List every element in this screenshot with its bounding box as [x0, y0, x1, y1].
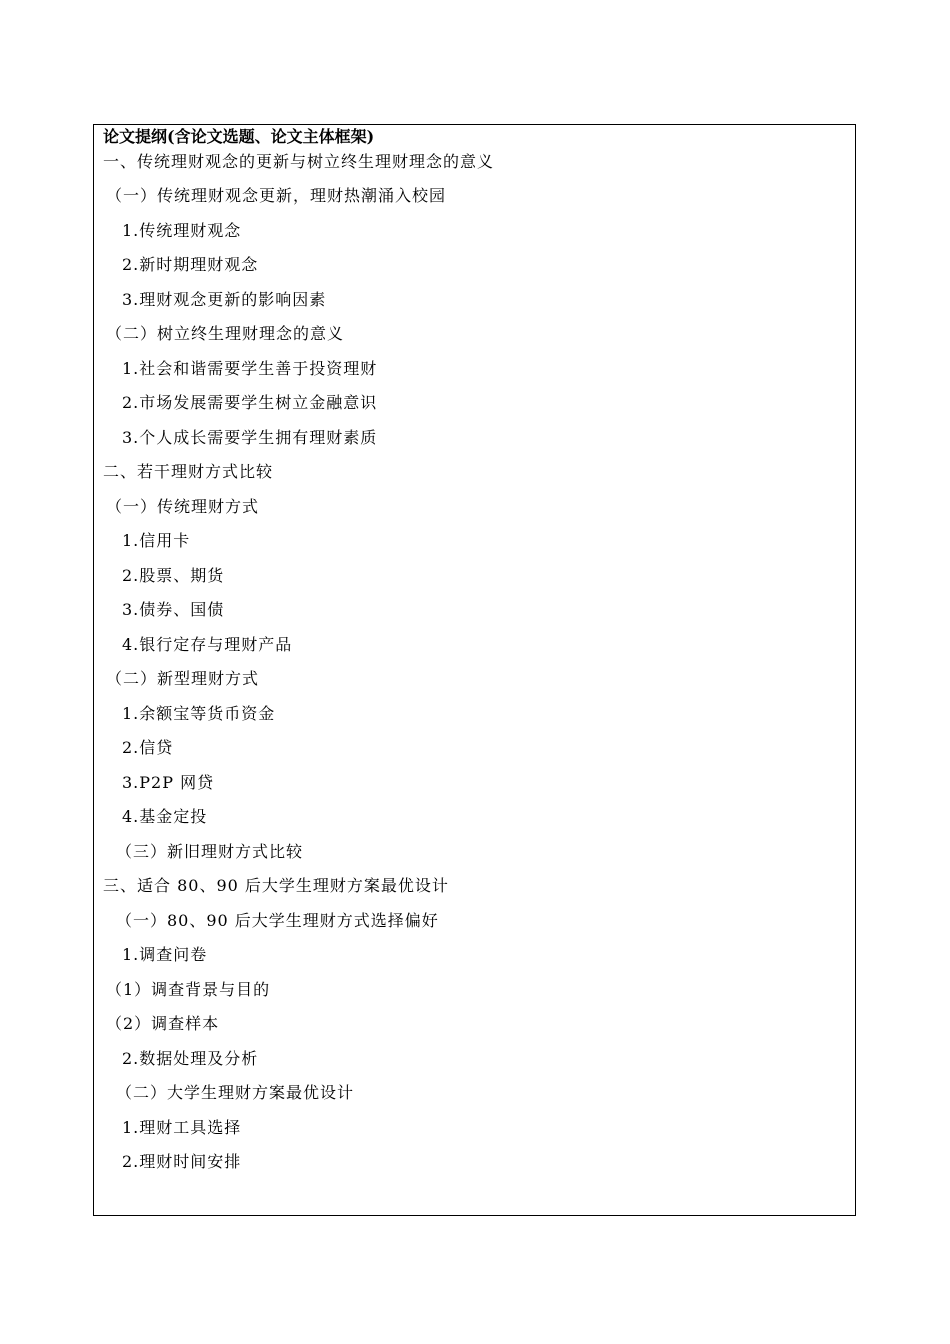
outline-line-4: 2.新时期理财观念 — [122, 255, 259, 274]
outline-line-15: 4.银行定存与理财产品 — [122, 635, 293, 654]
outline-line-24: 1.调查问卷 — [122, 945, 208, 964]
outline-line-26: （2）调查样本 — [106, 1014, 220, 1033]
outline-line-14: 3.债券、国债 — [122, 600, 225, 619]
outline-line-5: 3.理财观念更新的影响因素 — [122, 290, 327, 309]
outline-heading: 论文提纲(含论文选题、论文主体框架) — [103, 127, 375, 146]
outline-line-22: 三、适合 80、90 后大学生理财方案最优设计 — [103, 876, 449, 895]
outline-line-1: 一、传统理财观念的更新与树立终生理财理念的意义 — [103, 152, 495, 171]
outline-line-18: 2.信贷 — [122, 738, 174, 757]
outline-line-12: 1.信用卡 — [122, 531, 191, 550]
outline-line-20: 4.基金定投 — [122, 807, 208, 826]
outline-line-25: （1）调查背景与目的 — [106, 980, 271, 999]
outline-line-19: 3.P2P 网贷 — [122, 773, 215, 792]
outline-line-3: 1.传统理财观念 — [122, 221, 242, 240]
outline-line-9: 3.个人成长需要学生拥有理财素质 — [122, 428, 378, 447]
outline-line-23: （一）80、90 后大学生理财方式选择偏好 — [116, 911, 439, 930]
outline-line-17: 1.余额宝等货币资金 — [122, 704, 276, 723]
outline-line-7: 1.社会和谐需要学生善于投资理财 — [122, 359, 378, 378]
outline-line-2: （一）传统理财观念更新，理财热潮涌入校园 — [106, 186, 447, 205]
outline-line-28: （二）大学生理财方案最优设计 — [116, 1083, 355, 1102]
outline-line-6: （二）树立终生理财理念的意义 — [106, 324, 345, 343]
outline-line-13: 2.股票、期货 — [122, 566, 225, 585]
outline-line-10: 二、若干理财方式比较 — [103, 462, 274, 481]
outline-line-8: 2.市场发展需要学生树立金融意识 — [122, 393, 378, 412]
outline-line-21: （三）新旧理财方式比较 — [116, 842, 304, 861]
outline-line-27: 2.数据处理及分析 — [122, 1049, 259, 1068]
outline-line-16: （二）新型理财方式 — [106, 669, 260, 688]
outline-line-29: 1.理财工具选择 — [122, 1118, 242, 1137]
outline-line-11: （一）传统理财方式 — [106, 497, 260, 516]
outline-line-30: 2.理财时间安排 — [122, 1152, 242, 1171]
